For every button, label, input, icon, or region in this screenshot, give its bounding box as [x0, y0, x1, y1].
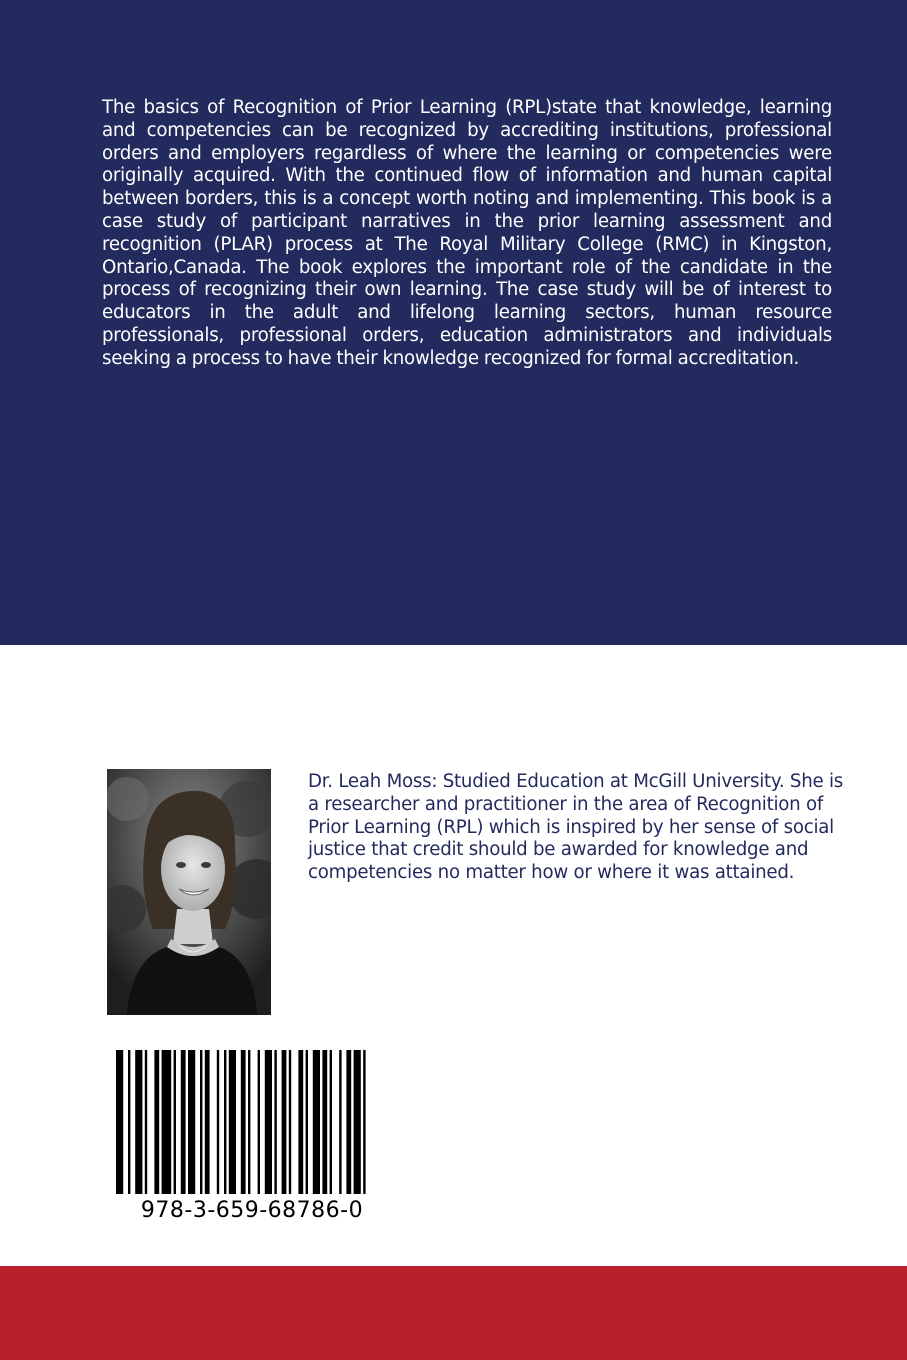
barcode-bar — [135, 1050, 142, 1194]
barcode-bar — [346, 1050, 351, 1194]
barcode-bar — [188, 1050, 195, 1194]
barcode-bar — [229, 1050, 236, 1194]
barcode-bar — [174, 1050, 176, 1194]
barcode-bar — [217, 1050, 219, 1194]
bottom-red-band — [0, 1266, 907, 1360]
barcode-bar — [162, 1050, 172, 1194]
barcode-bar — [322, 1050, 327, 1194]
barcode-bar — [248, 1050, 250, 1194]
barcode-bar — [200, 1050, 202, 1194]
barcode-bar — [282, 1050, 287, 1194]
barcode-bar — [128, 1050, 130, 1194]
barcode-bar — [224, 1050, 226, 1194]
barcode-bar — [258, 1050, 260, 1194]
barcode-bar — [154, 1050, 159, 1194]
barcode-bar — [313, 1050, 320, 1194]
barcode-bar — [265, 1050, 272, 1194]
barcode-bar — [205, 1050, 210, 1194]
author-photo — [107, 769, 271, 1015]
isbn-number: 978-3-659-68786-0 — [140, 1198, 364, 1223]
barcode-bars — [116, 1050, 388, 1194]
barcode-bar — [289, 1050, 291, 1194]
author-bio: Dr. Leah Moss: Studied Education at McGill University. She is a researcher and practitioner in the area of Recognition of Prior Learning (RPL) which is inspired by her sense of social justice that credit should be awarded for knowledge and competencies no matter how or where it was attained. — [308, 771, 843, 884]
book-description: The basics of Recognition of Prior Learning (RPL)state that knowledge, learning and competencies can be recognized by accrediting institutions, professional orders and employers regardless of where the learning or competencies were originally acquired. With the continued flow of information and human capital between borders, this is a concept worth noting and implementing. This book is a case study of participant narratives in the prior learning assessment and recognition (PLAR) process at The Royal Military College (RMC) in Kingston, Ontario,Canada. The book explores the important role of the candidate in the process of recognizing their own learning. The case study will be of interest to educators in the adult and lifelong learning sectors, human resource professionals, professional orders, education administrators and individuals seeking a process to have their knowledge recognized for formal accreditation. — [102, 97, 832, 369]
barcode-bar — [363, 1050, 365, 1194]
barcode-bar — [330, 1050, 332, 1194]
barcode-bar — [274, 1050, 276, 1194]
isbn-barcode — [104, 1036, 400, 1228]
barcode-bar — [354, 1050, 361, 1194]
barcode-bar — [339, 1050, 341, 1194]
top-blue-panel — [0, 0, 907, 645]
barcode-bar — [116, 1050, 123, 1194]
barcode-bar — [298, 1050, 303, 1194]
barcode-bar — [306, 1050, 308, 1194]
barcode-bar — [181, 1050, 186, 1194]
barcode-bar — [145, 1050, 147, 1194]
barcode-bar — [241, 1050, 246, 1194]
